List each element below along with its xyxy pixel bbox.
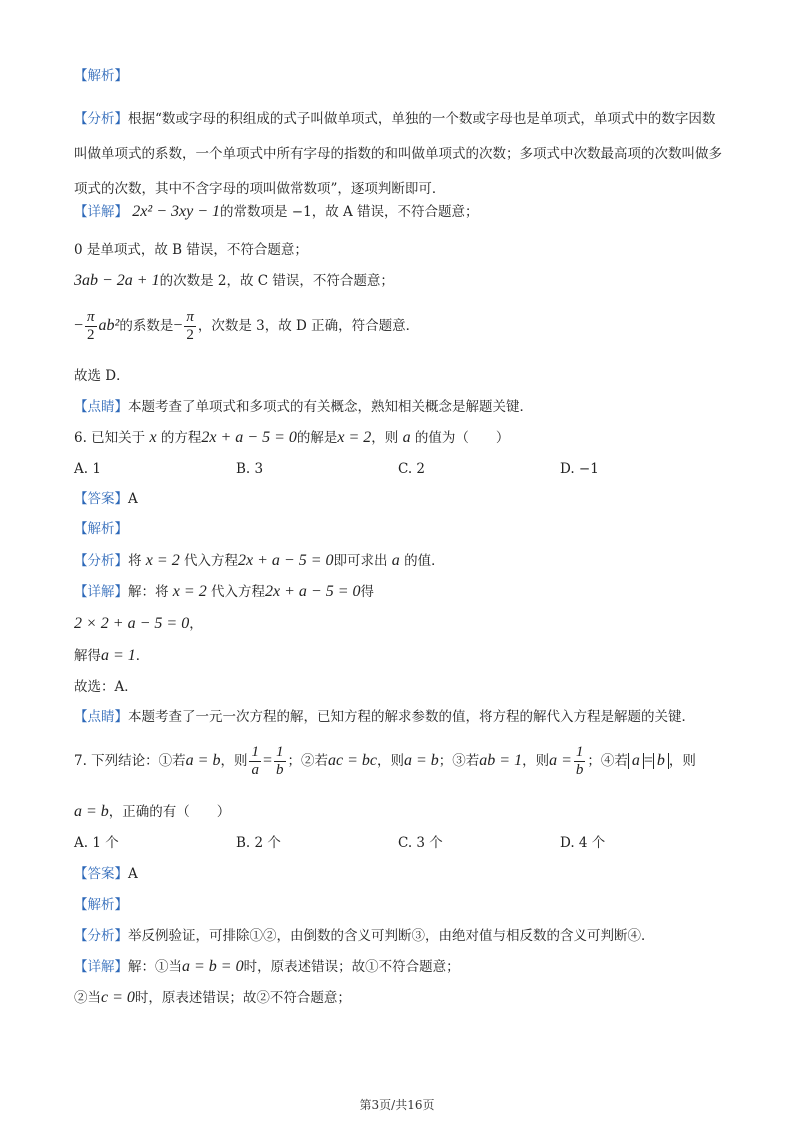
q6-detail: 【详解】解：将 x = 2 代入方程2x + a − 5 = 0得 bbox=[74, 583, 374, 600]
select-5: 故选 D． bbox=[74, 368, 130, 384]
q7-option-b: B. 2 个 bbox=[236, 835, 281, 851]
q7-detail-2: ②当c = 0时，原表述错误；故②不符合题意； bbox=[74, 989, 351, 1006]
q7-option-a: A. 1 个 bbox=[74, 835, 119, 851]
q6-select: 故选：A． bbox=[74, 679, 138, 695]
dianjing-5: 【点睛】本题考查了单项式和多项式的有关概念，熟知相关概念是解题关键． bbox=[74, 399, 533, 415]
q6-answer: 【答案】A bbox=[74, 491, 138, 507]
q7-option-d: D. 4 个 bbox=[560, 835, 606, 851]
q7-stem-line2: a = b，正确的有（ ） bbox=[74, 803, 231, 820]
q6-analysis: 【分析】将 x = 2 代入方程2x + a − 5 = 0即可求出 a 的值． bbox=[74, 552, 445, 569]
detail-5-line2: 0 是单项式，故 B 错误，不符合题意； bbox=[74, 242, 308, 258]
q6-option-c: C. 2 bbox=[398, 461, 426, 477]
detail-5-line3: 3ab − 2a + 1的次数是 2，故 C 错误，不符合题意； bbox=[74, 272, 394, 289]
q7-jiexi-tag: 【解析】 bbox=[74, 897, 128, 913]
detail-5-line4: − $\frac{\pi}{2}$ ab²的系数是− $\frac{\pi}{2}$ ，次数是 3，故 D 正确，符合题意． bbox=[74, 309, 420, 343]
q6-option-a: A. 1 bbox=[74, 461, 101, 477]
analysis-5: 【分析】根据“数或字母的积组成的式子叫做单项式，单独的一个数或字母也是单项式，单项式中的数字因数叫做单项式的系数，一个单项式中所有字母的指数的和叫做单项式的次数；多项式中次数最高项的次数叫做多项式的次数，其中不含字母的项叫做常数项”，逐项判断即可． bbox=[74, 111, 722, 197]
q6-step2: 解得a = 1． bbox=[74, 647, 150, 664]
q7-stem-line1: 7. 下列结论：①若a = b，则 $\frac{1}{a}$ = $\frac{1}{b}$ ；②若ac = bc，则a = b；③若ab = 1，则a = $\frac{1}{b}$ ；④若 a = b ，则 bbox=[74, 744, 696, 778]
q7-answer: 【答案】A bbox=[74, 866, 138, 882]
q6-stem: 6. 已知关于 x 的方程2x + a − 5 = 0的解是x = 2，则 a 的值为（ ） bbox=[74, 429, 510, 446]
jiexi-tag-5: 【解析】 bbox=[74, 68, 128, 84]
q6-step1: 2 × 2 + a − 5 = 0， bbox=[74, 615, 203, 632]
q6-jiexi-tag: 【解析】 bbox=[74, 521, 128, 537]
q7-detail: 【详解】解：①当a = b = 0时，原表述错误；故①不符合题意； bbox=[74, 958, 460, 975]
detail-5-line1: 【详解】 2x² − 3xy − 1的常数项是 −1，故 A 错误，不符合题意； bbox=[74, 203, 479, 220]
q6-option-d: D. −1 bbox=[560, 461, 599, 477]
q7-option-c: C. 3 个 bbox=[398, 835, 443, 851]
q6-option-b: B. 3 bbox=[236, 461, 264, 477]
q6-dianjing: 【点睛】本题考查了一元一次方程的解，已知方程的解求参数的值，将方程的解代入方程是解题的关键． bbox=[74, 709, 695, 725]
page-footer: 第3页/共16页 bbox=[359, 1098, 435, 1112]
q7-analysis: 【分析】举反例验证，可排除①②，由倒数的含义可判断③，由绝对值与相反数的含义可判断④． bbox=[74, 928, 655, 944]
